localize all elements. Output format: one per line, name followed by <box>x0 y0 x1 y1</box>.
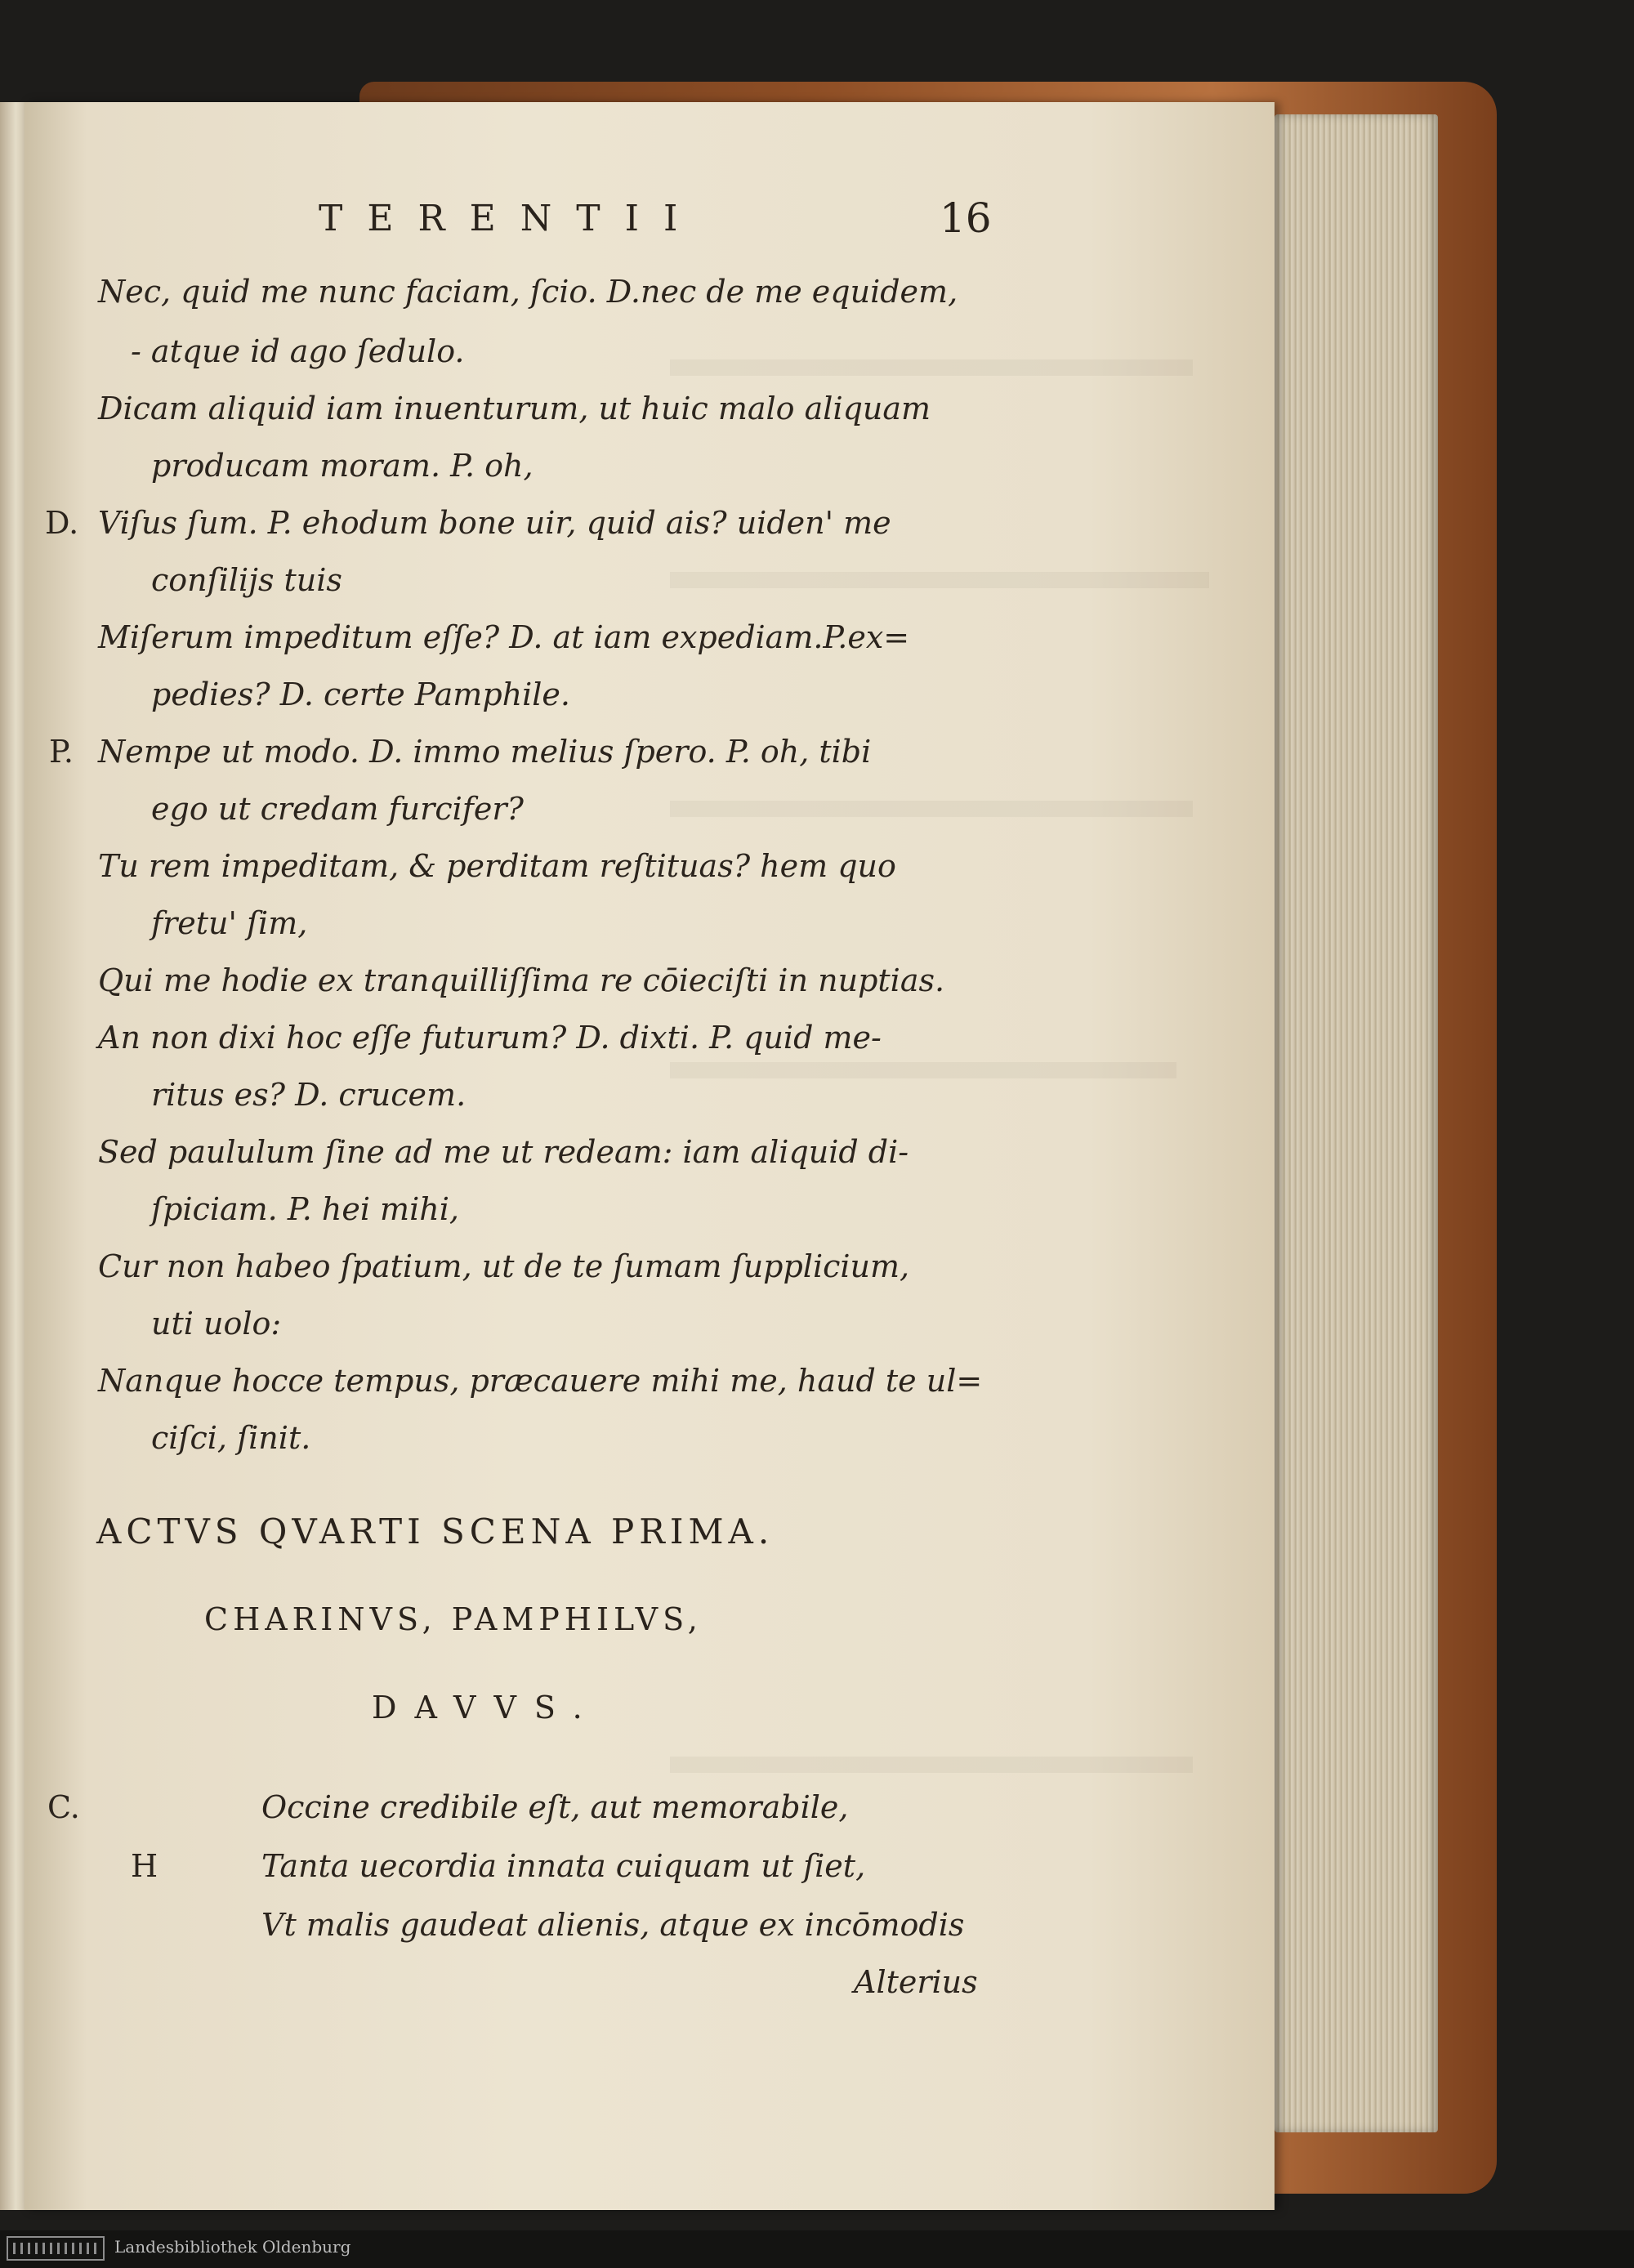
text-line: - atque id ago ſedulo. <box>131 333 465 369</box>
text-line: Cur non habeo ſpatium, ut de te ſumam ſupplicium, <box>98 1248 910 1284</box>
text-line: Tanta uecordia innata cuiquam ut ſiet, <box>261 1848 866 1884</box>
text-line: fretu' ſim, <box>151 905 308 941</box>
act-heading: ACTVS QVARTI SCENA PRIMA. <box>96 1511 775 1551</box>
text-line: pedies? D. certe Pamphile. <box>151 676 570 712</box>
library-logo <box>7 2236 105 2261</box>
text-line: Vt malis gaudeat alienis, atque ex incōmodis <box>261 1907 965 1943</box>
text-line: ciſci, ſinit. <box>151 1420 311 1456</box>
text-line: An non dixi hoc eſſe futurum? D. dixti. P. quid me- <box>98 1020 882 1056</box>
catchword: Alterius <box>854 1964 978 2000</box>
persons-heading-cont: DAVVS. <box>372 1690 600 1726</box>
text-line: conſilijs tuis <box>151 562 342 598</box>
speaker-mark: C. <box>47 1789 80 1825</box>
text-line: ego ut credam furcifer? <box>151 791 524 827</box>
text-line: ſpiciam. P. hei mihi, <box>151 1191 459 1227</box>
speaker-mark: D. <box>45 505 79 541</box>
text-line: Sed paululum ſine ad me ut redeam: iam aliquid di- <box>98 1134 909 1170</box>
speaker-mark: H <box>131 1848 158 1884</box>
left-page-edge <box>0 102 26 2210</box>
text-line: Tu rem impeditam, & perditam reſtituas? hem quo <box>98 848 896 884</box>
text-line: Qui me hodie ex tranquilliſſima re cōieciſti in nuptias. <box>98 962 945 998</box>
running-head: TERENTII <box>319 198 703 239</box>
text-line: Nanque hocce tempus, præcauere mihi me, haud te ul= <box>98 1363 983 1399</box>
text-line: Viſus ſum. P. ehodum bone uir, quid ais? uiden' me <box>98 505 891 541</box>
library-name: Landesbibliothek Oldenburg <box>114 2237 351 2257</box>
page-block-edge <box>1275 114 1438 2132</box>
text-line: uti uolo: <box>151 1306 282 1342</box>
text-line: Miſerum impeditum eſſe? D. at iam expediam.P.ex= <box>98 619 910 655</box>
text-line: Nempe ut modo. D. immo melius ſpero. P. oh, tibi <box>98 734 872 770</box>
text-line: ritus es? D. crucem. <box>151 1077 467 1113</box>
text-line: Occine credibile eſt, aut memorabile, <box>261 1789 849 1825</box>
speaker-mark: P. <box>49 734 74 770</box>
persons-heading: CHARINVS, PAMPHILVS, <box>204 1601 703 1637</box>
text-line: Dicam aliquid iam inuenturum, ut huic malo aliquam <box>98 391 931 426</box>
page-number: 16 <box>940 194 992 242</box>
text-line: producam moram. P. oh, <box>151 448 534 484</box>
text-line: Nec, quid me nunc faciam, ſcio. D.nec de me equidem, <box>98 274 958 310</box>
